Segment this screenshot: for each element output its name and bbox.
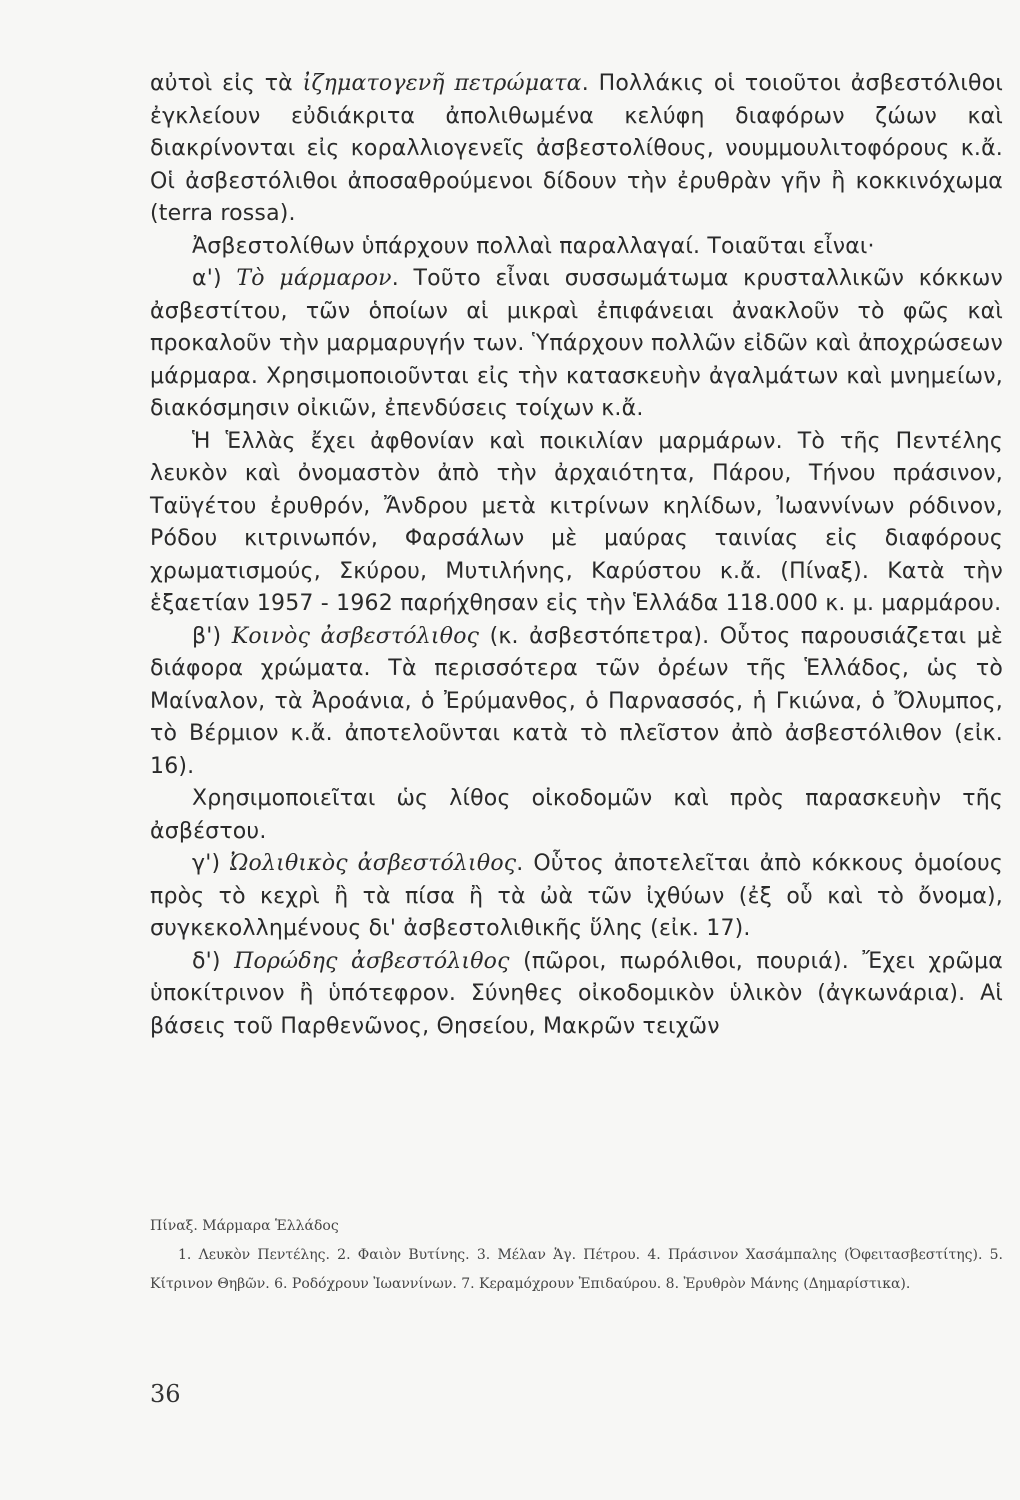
text-run: αὐτοὶ εἰς τὰ [150,71,303,96]
paragraph [150,621,1003,784]
paragraph [150,783,1003,848]
text-run: (κ. ἀσβεστόπετρα). Οὗτος παρουσιάζεται μὲ διάφορα χρώματα. Τὰ περισσότερα τῶν ὀρέων τῆς Ἑλλάδος, ὡς τὸ Μαίναλον, τὰ Ἀροάνια, ὁ Ἐρύμανθος, ὁ Παρνασσός, ἡ Γκιώνα, ὁ Ὄλυμπος, τὸ Βέρμιον κ.ἄ. ἀποτελοῦνται κατὰ τὸ πλεῖστον ἀπὸ ἀσβεστόλιθον (εἰκ. 16). [150,623,1003,779]
italic-term: Τὸ μάρμαρον [236,266,392,291]
italic-term: Κοινὸς ἀσβεστόλιθος [231,623,480,649]
paragraph [150,231,1003,264]
text-run: δ') [192,948,235,974]
text-run: Ἡ Ἑλλὰς ἔχει ἀφθονίαν καὶ ποικιλίαν μαρμάρων. Τὸ τῆς Πεντέλης λευκὸν καὶ ὀνομαστὸν ἀπὸ τὴν ἀρχαιότητα, Πάρου, Τήνου πράσινον, Ταϋγέτου ἐρυθρόν, Ἄνδρου μετὰ κιτρίνων κηλίδων, Ἰωαννίνων ρόδινον, Ρόδου κιτρινωπόν, Φαρσάλων μὲ μαύρας ταινίας εἰς διαφόρους χρωματισμούς, Σκύρου, Μυτιλήνης, Καρύστου κ.ἄ. (Πίναξ). Κατὰ τὴν ἑξαετίαν 1957 - 1962 παρήχθησαν εἰς τὴν Ἑλλάδα 118.000 κ. μ. μαρμάρου. [150,428,1003,616]
table-caption [150,1212,1003,1299]
text-run: . Πολλάκις οἱ τοιοῦτοι ἀσβεστόλιθοι ἐγκλείουν εὐδιάκριτα ἀπολιθωμένα κελύφη διαφόρων ζώων καὶ διακρίνονται εἰς κοραλλιογενεῖς ἀσβεστολίθους, νουμμουλιτοφόρους κ.ἄ. Οἱ ἀσβεστόλιθοι ἀποσαθρούμενοι δίδουν τὴν ἐρυθρὰν γῆν ἢ κοκκινόχωμα (terra rossa). [150,71,1004,226]
italic-term: Ὠολιθικὸς ἀσβεστόλιθος [230,851,517,876]
text-run: . Τοῦτο εἶναι συσσωμάτωμα κρυσταλλικῶν κόκκων ἀσβεστίτου, τῶν ὁποίων αἱ μικραὶ ἐπιφάνειαι ἀνακλοῦν τὸ φῶς καὶ προκαλοῦν τὴν μαρμαρυγήν των. Ὑπάρχουν πολλῶν εἰδῶν καὶ ἀποχρώσεων μάρμαρα. Χρησιμοποιοῦνται εἰς τὴν κατασκευὴν ἀγαλμάτων καὶ μνημείων, διακόσμησιν οἰκιῶν, ἐπενδύσεις τοίχων κ.ἄ. [150,266,1003,421]
text-run: Χρησιμοποιεῖται ὡς λίθος οἰκοδομῶν καὶ πρὸς παρασκευὴν τῆς ἀσβέστου. [150,786,1003,844]
italic-term: Πορώδης ἀσβεστόλιθος [234,948,510,974]
body-text [150,68,1003,1043]
paragraph [150,848,1003,946]
paragraph [150,263,1003,426]
caption-title: Πίναξ. Μάρμαρα Ἑλλάδος [150,1218,339,1234]
text-run: β') [192,623,232,649]
text-run: α') [192,266,237,291]
paragraph [150,946,1003,1044]
text-run: (πῶροι, πωρόλιθοι, πουριά). Ἔχει χρῶμα ὑποκίτρινον ἢ ὑπότεφρον. Σύνηθες οἰκοδομικὸν ὑλικὸν (ἀγκωνάρια). Αἱ βάσεις τοῦ Παρθενῶνος, Θησείου, Μακρῶν τειχῶν [150,948,1004,1039]
text-run: . Οὗτος ἀποτελεῖται ἀπὸ κόκκους ὁμοίους πρὸς τὸ κεχρὶ ἢ τὰ πίσα ἢ τὰ ὠὰ τῶν ἰχθύων (ἐξ οὗ καὶ τὸ ὄνομα), συγκεκολλημένους δι' ἀσβεστολιθικῆς ὕλης (εἰκ. 17). [150,851,1003,941]
caption-items: 1. Λευκὸν Πεντέλης. 2. Φαιὸν Βυτίνης. 3. Μέλαν Ἁγ. Πέτρου. 4. Πράσινον Χασάμπαλης (Ὀφειτασβεστίτης). 5. Κίτρινον Θηβῶν. 6. Ροδόχρουν Ἰωαννίνων. 7. Κεραμόχρουν Ἐπιδαύρου. 8. Ἐρυθρὸν Μάνης (Δημαρίστικα). [150,1247,1003,1292]
text-run: γ') [192,851,231,876]
paragraph [150,426,1003,621]
italic-term: ἰζηματογενῆ πετρώματα [302,71,582,96]
text-run: Ἀσβεστολίθων ὑπάρχουν πολλαὶ παραλλαγαί. Τοιαῦται εἶναι· [192,233,875,259]
paragraph [150,68,1003,231]
page-number: 36 [150,1380,181,1408]
